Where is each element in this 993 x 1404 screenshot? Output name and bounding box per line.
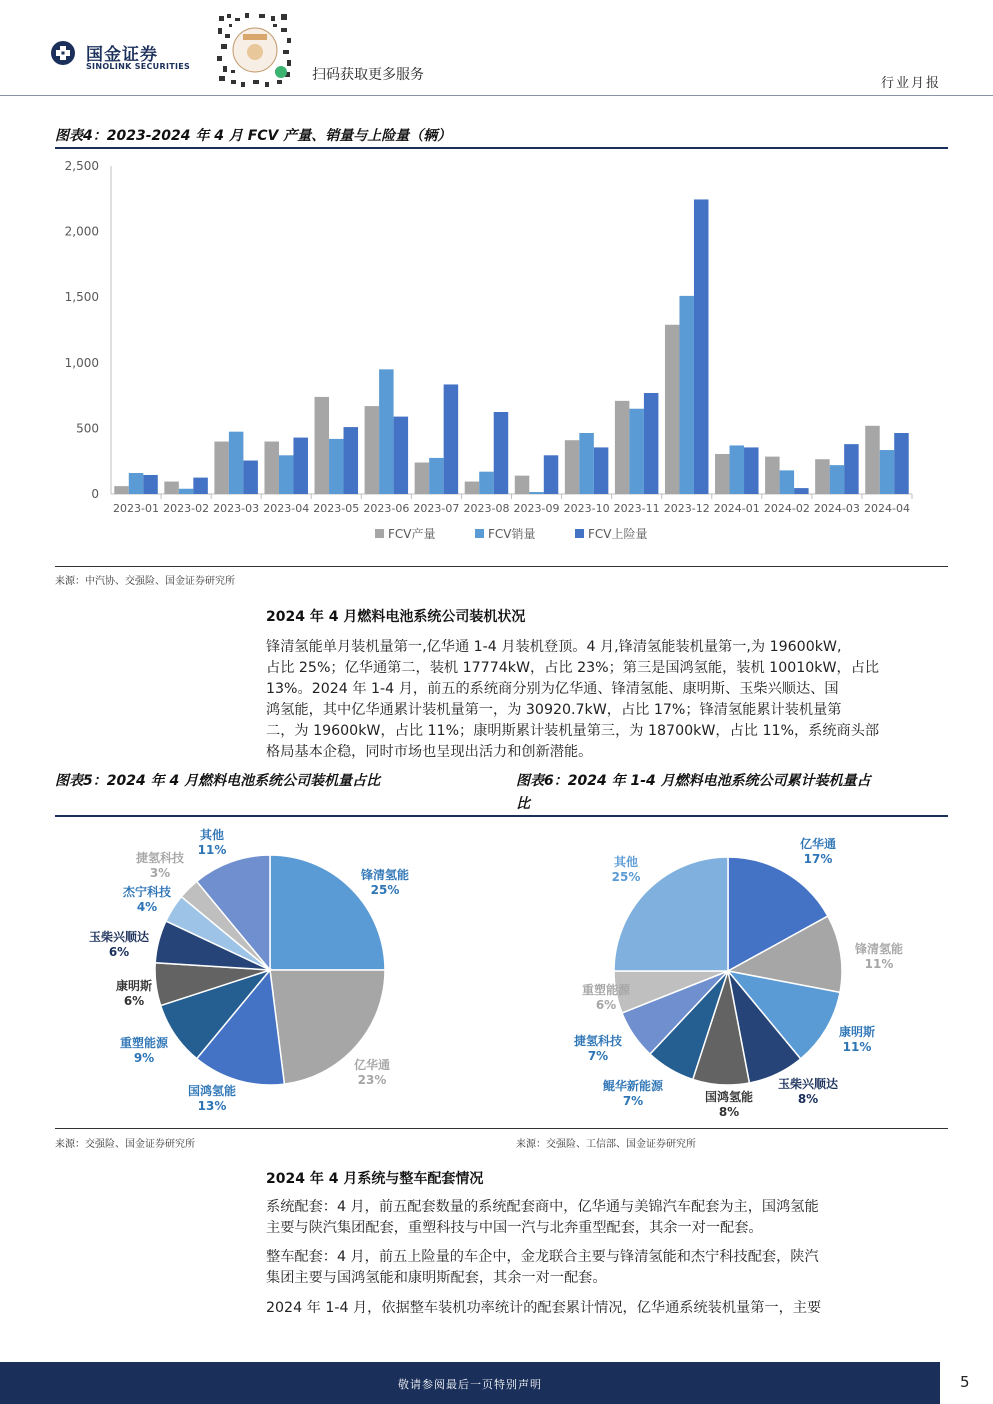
y-tick-label: 1,000	[64, 355, 99, 370]
bar	[193, 478, 208, 494]
bar	[744, 447, 759, 494]
bar	[665, 325, 680, 494]
bar	[379, 369, 394, 494]
pie-label: 玉柴兴顺达	[88, 930, 150, 944]
x-tick-label: 2023-03	[213, 502, 260, 515]
pie-label: 锋清氢能	[854, 942, 904, 956]
x-tick-label: 2023-05	[313, 502, 360, 515]
pie-label: 康明斯	[115, 979, 153, 993]
x-tick-label: 2023-04	[263, 502, 310, 515]
bar	[644, 393, 659, 494]
bar	[715, 454, 730, 494]
footer-disclaimer: 敬请参阅最后一页特别声明	[398, 1378, 542, 1391]
bar	[565, 440, 580, 494]
x-tick-label: 2023-09	[513, 502, 560, 515]
x-tick-label: 2023-07	[413, 502, 460, 515]
bar	[529, 492, 544, 494]
x-tick-label: 2024-04	[863, 502, 910, 515]
pie-label: 捷氢科技	[135, 851, 185, 865]
paragraph-line: 占比 25%；亿华通第二，装机 17774kW，占比 23%；第三是国鸿氢能，装机 10010kW，占比	[266, 660, 880, 676]
scan-qr-text: 扫码获取更多服务	[312, 67, 424, 83]
bar	[179, 489, 194, 494]
bar	[780, 470, 795, 494]
pie-percent: 11%	[842, 1040, 872, 1054]
bar	[279, 455, 294, 494]
x-tick-label: 2023-10	[563, 502, 610, 515]
figure6-source: 来源：交强险、工信部、国金证券研究所	[516, 1139, 696, 1150]
pie-percent: 17%	[803, 852, 833, 866]
pie-label: 鲲华新能源	[602, 1079, 664, 1093]
sinolink-logo-icon	[50, 40, 76, 66]
bar	[830, 465, 845, 494]
bar	[594, 447, 609, 494]
pie-percent: 8%	[718, 1105, 740, 1119]
pie-percent: 7%	[587, 1049, 609, 1063]
pie-label: 玉柴兴顺达	[777, 1077, 839, 1091]
pie-percent: 11%	[197, 843, 227, 857]
pie-label: 重塑能源	[581, 983, 631, 997]
bar	[293, 438, 308, 494]
bar	[794, 488, 809, 494]
bar	[730, 445, 745, 494]
bar	[114, 486, 129, 494]
qr-code-icon[interactable]	[215, 10, 295, 90]
legend-swatch	[375, 529, 384, 538]
pie-percent: 11%	[864, 957, 894, 971]
pie-percent: 6%	[123, 994, 145, 1008]
section2-paragraph-cumulative	[266, 1298, 942, 1319]
legend-label: FCV上险量	[588, 527, 648, 541]
figure4-bottom-rule	[55, 566, 948, 567]
brand-name-en: SINOLINK SECURITIES	[86, 62, 191, 71]
bar	[479, 472, 494, 494]
fcv-bar-chart	[55, 150, 948, 560]
bar	[444, 384, 459, 494]
bar	[694, 199, 709, 494]
pie-percent: 25%	[370, 883, 400, 897]
bar	[544, 455, 559, 494]
bar	[229, 432, 244, 494]
bar	[329, 439, 344, 494]
pie-percent: 6%	[108, 945, 130, 959]
pie-chart-april	[55, 818, 495, 1126]
x-tick-label: 2024-02	[763, 502, 810, 515]
figure5-source: 来源：交强险、国金证券研究所	[55, 1139, 195, 1150]
pie-percent: 8%	[797, 1092, 819, 1106]
x-tick-label: 2024-03	[813, 502, 860, 515]
bar	[129, 473, 144, 494]
bar	[629, 409, 644, 494]
figure4-source: 来源：中汽协、交强险、国金证券研究所	[55, 576, 235, 587]
bar	[365, 406, 380, 494]
y-tick-label: 0	[91, 487, 99, 501]
legend-label: FCV产量	[388, 527, 436, 541]
brand-name-cn: 国金证券	[86, 45, 158, 65]
bar	[579, 433, 594, 494]
bar	[465, 482, 480, 494]
figure5-title: 图表5：2024 年 4 月燃料电池系统公司装机量占比	[55, 773, 381, 789]
pie-chart-jan-apr	[512, 818, 948, 1126]
paragraph-line: 鸿氢能，其中亿华通累计装机量第一，为 30920.7kW，占比 17%；锋清氢能累计装机量第	[266, 702, 842, 718]
x-tick-label: 2023-06	[363, 502, 410, 515]
paragraph-line: 整车配套：4 月，前五上险量的车企中，金龙联合主要与锋清氢能和杰宁科技配套，陕汽	[266, 1249, 819, 1265]
pie-percent: 13%	[197, 1099, 227, 1113]
bar	[143, 475, 158, 494]
y-tick-label: 1,500	[64, 290, 99, 305]
header-divider	[0, 95, 993, 96]
y-tick-label: 500	[76, 421, 99, 436]
y-tick-label: 2,500	[64, 159, 99, 173]
paragraph-line: 集团主要与国鸿氢能和康明斯配套，其余一对一配套。	[266, 1270, 607, 1286]
pie-percent: 6%	[595, 998, 617, 1012]
pie-percent: 4%	[136, 900, 158, 914]
bar	[844, 444, 859, 494]
bar	[394, 417, 409, 494]
pie-percent: 7%	[622, 1094, 644, 1108]
section2-paragraph-system	[266, 1197, 942, 1239]
figure6-title-line1: 图表6：2024 年 1-4 月燃料电池系统公司累计装机量占	[516, 773, 871, 789]
pie-percent: 9%	[133, 1051, 155, 1065]
bar	[880, 450, 895, 494]
bar	[815, 459, 830, 494]
pie-label: 国鸿氢能	[704, 1090, 754, 1104]
legend-swatch	[475, 529, 484, 538]
bar	[615, 401, 630, 494]
bar	[243, 461, 258, 494]
paragraph-line: 主要与陕汽集团配套，重塑科技与中国一汽与北奔重型配套，其余一对一配套。	[266, 1220, 763, 1236]
y-tick-label: 2,000	[64, 224, 99, 239]
paragraph-line: 锋清氢能单月装机量第一,亿华通 1-4 月装机登顶。4 月,锋清氢能装机量第一,为 19600kW,	[266, 639, 842, 655]
pie-percent: 23%	[357, 1073, 387, 1087]
x-tick-label: 2023-01	[113, 502, 160, 515]
figure4-title-rule	[55, 147, 948, 149]
section2-paragraph-vehicle	[266, 1247, 942, 1289]
bar	[415, 463, 430, 494]
legend-swatch	[575, 529, 584, 538]
pie-label: 国鸿氢能	[187, 1084, 237, 1098]
bar	[865, 426, 880, 494]
legend-label: FCV销量	[488, 527, 536, 541]
figure6-title-line2: 比	[516, 796, 530, 812]
figures-title-rule	[55, 815, 948, 817]
figure4-title: 图表4：2023-2024 年 4 月 FCV 产量、销量与上险量（辆）	[55, 128, 452, 144]
section2-title: 2024 年 4 月系统与整车配套情况	[266, 1171, 484, 1187]
bar	[765, 457, 780, 494]
pie-label: 捷氢科技	[573, 1034, 623, 1048]
bar	[679, 296, 694, 494]
figures-bottom-rule	[55, 1128, 948, 1129]
bar	[429, 458, 444, 494]
pie-label: 其他	[199, 828, 225, 842]
pie-label: 亿华通	[353, 1058, 391, 1072]
pie-label: 其他	[613, 855, 639, 869]
section1-paragraph	[266, 637, 942, 763]
pie-label: 锋清氢能	[360, 868, 410, 882]
page-number: 5	[960, 1373, 970, 1391]
x-tick-label: 2023-12	[663, 502, 710, 515]
paragraph-line: 系统配套：4 月，前五配套数量的系统配套商中，亿华通与美锦汽车配套为主，国鸿氢能	[266, 1199, 819, 1215]
pie-label: 亿华通	[799, 837, 837, 851]
pie-percent: 25%	[611, 870, 641, 884]
pie-label: 杰宁科技	[122, 885, 172, 899]
bar	[494, 412, 509, 494]
paragraph-line: 格局基本企稳，同时市场也呈现出活力和创新潜能。	[266, 744, 593, 760]
x-tick-label: 2024-01	[713, 502, 760, 515]
x-tick-label: 2023-11	[613, 502, 660, 515]
paragraph-line: 二，为 19600kW，占比 11%；康明斯累计装机量第三，为 18700kW，占比 11%，系统商头部	[266, 723, 880, 739]
bar	[344, 427, 359, 494]
report-type: 行业月报	[880, 76, 941, 91]
pie-label: 康明斯	[838, 1025, 876, 1039]
section1-title: 2024 年 4 月燃料电池系统公司装机状况	[266, 609, 526, 625]
paragraph-line: 2024 年 1-4 月，依据整车装机功率统计的配套累计情况，亿华通系统装机量第一，主要	[266, 1300, 822, 1316]
x-tick-label: 2023-02	[163, 502, 210, 515]
bar	[264, 442, 279, 494]
paragraph-line: 13%。2024 年 1-4 月，前五的系统商分别为亿华通、锋清氢能、康明斯、玉柴兴顺达、国	[266, 681, 839, 697]
pie-percent: 3%	[149, 866, 171, 880]
pie-label: 重塑能源	[119, 1036, 169, 1050]
bar	[164, 482, 179, 494]
bar	[515, 476, 530, 494]
bar	[315, 397, 330, 494]
bar	[214, 442, 229, 494]
x-tick-label: 2023-08	[463, 502, 510, 515]
bar	[894, 433, 909, 494]
